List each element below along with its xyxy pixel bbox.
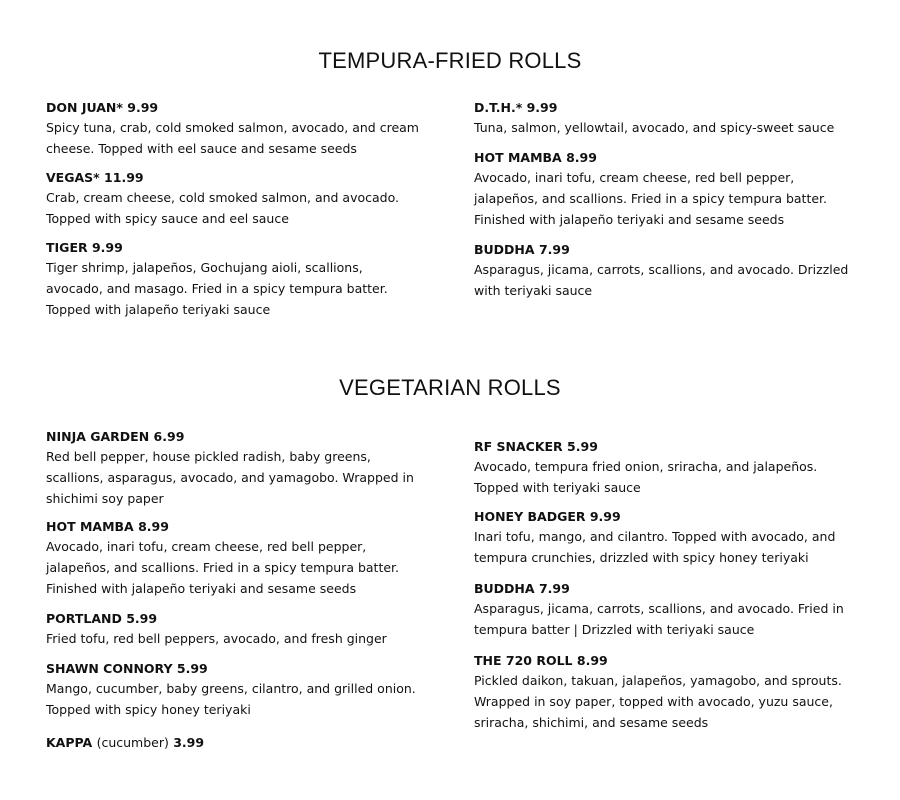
item-description-line: tempura batter | Drizzled with teriyaki sauce <box>474 621 755 637</box>
item-description-line: Spicy tuna, crab, cold smoked salmon, avocado, and cream <box>46 120 419 135</box>
item-description-line: Inari tofu, mango, and cilantro. Topped with avocado, and <box>474 529 836 544</box>
menu-item-header <box>46 238 388 258</box>
menu-item-tiger <box>46 238 388 320</box>
item-description-line: Topped with spicy honey teriyaki <box>46 701 251 717</box>
item-description-line: Topped with jalapeño teriyaki sauce <box>46 301 271 317</box>
item-name: RF SNACKER <box>474 439 563 454</box>
menu-item-header <box>46 168 399 188</box>
item-description-line: Finished with jalapeño teriyaki and sesame seeds <box>46 580 357 596</box>
menu-item-header <box>474 651 842 671</box>
menu-item-buddha <box>474 240 848 302</box>
item-description-line: Asparagus, jicama, carrots, scallions, and avocado. Fried in <box>474 601 844 616</box>
item-price: 8.99 <box>576 653 608 668</box>
item-description-line: jalapeños, and scallions. Fried in a spicy tempura batter. <box>46 559 400 575</box>
item-name: SHAWN CONNORY <box>46 661 173 676</box>
item-price: 9.99 <box>589 509 621 524</box>
item-name: PORTLAND <box>46 611 122 626</box>
item-name: BUDDHA <box>474 581 535 596</box>
section-title-tempura: TEMPURA-FRIED ROLLS <box>318 48 582 73</box>
item-description-line: scallions, asparagus, avocado, and yamagobo. Wrapped in <box>46 469 414 485</box>
menu-item-portland <box>46 609 387 650</box>
item-description-line: Finished with jalapeño teriyaki and sesame seeds <box>474 211 785 227</box>
item-description-line: Red bell pepper, house pickled radish, baby greens, <box>46 449 371 464</box>
item-description-line: Topped with teriyaki sauce <box>474 479 641 495</box>
item-price: 11.99 <box>104 170 144 185</box>
item-price: 9.99 <box>91 240 123 255</box>
menu-item-header <box>46 427 414 447</box>
menu-item-header <box>474 98 834 118</box>
item-description-line: Pickled daikon, takuan, jalapeños, yamagobo, and sprouts. <box>474 673 842 688</box>
item-price: 7.99 <box>538 242 570 257</box>
item-price: 8.99 <box>138 519 169 534</box>
item-description-line: Tuna, salmon, yellowtail, avocado, and spicy-sweet sauce <box>474 120 835 135</box>
menu-item-don-juan <box>46 98 419 160</box>
item-price: 8.99 <box>566 150 597 165</box>
item-description-line: cheese. Topped with eel sauce and sesame seeds <box>46 140 357 156</box>
item-description-line: tempura crunchies, drizzled with spicy honey teriyaki <box>474 549 809 565</box>
menu-item-d-t-h <box>474 98 834 139</box>
item-description-line: Crab, cream cheese, cold smoked salmon, and avocado. <box>46 190 400 205</box>
item-price: 9.99 <box>127 100 159 115</box>
item-description-line: sriracha, shichimi, and sesame seeds <box>474 714 709 730</box>
menu-item-shawn-connory <box>46 659 416 721</box>
menu-item-header <box>474 579 844 599</box>
item-description-line: Mango, cucumber, baby greens, cilantro, and grilled onion. <box>46 681 416 696</box>
item-name: HOT MAMBA <box>474 150 562 165</box>
item-price: 6.99 <box>153 429 185 444</box>
item-price: 5.99 <box>176 661 208 676</box>
menu-item-header <box>474 437 817 457</box>
menu-item-header <box>46 659 416 679</box>
item-description-line: Topped with spicy sauce and eel sauce <box>46 210 289 226</box>
menu-item-header <box>46 733 204 753</box>
section-title-vegetarian: VEGETARIAN ROLLS <box>339 375 561 400</box>
item-note: (cucumber) <box>96 735 169 750</box>
menu-item-the-720-roll <box>474 651 842 733</box>
item-description-line: Fried tofu, red bell peppers, avocado, and fresh ginger <box>46 631 387 646</box>
item-price: 3.99 <box>173 735 205 750</box>
menu-item-header <box>474 148 827 168</box>
item-description-line: shichimi soy paper <box>46 490 164 506</box>
item-price: 7.99 <box>538 581 570 596</box>
menu-item-honey-badger <box>474 507 835 569</box>
menu-item-ninja-garden <box>46 427 414 509</box>
item-description-line: Asparagus, jicama, carrots, scallions, and avocado. Drizzled <box>474 262 849 277</box>
item-name: VEGAS* <box>46 170 100 185</box>
item-price: 5.99 <box>567 439 598 454</box>
item-name: TIGER <box>46 240 88 255</box>
item-name: D.T.H.* <box>474 100 523 115</box>
item-description-line: Avocado, tempura fried onion, sriracha, and jalapeños. <box>474 459 818 474</box>
item-description-line: Tiger shrimp, jalapeños, Gochujang aioli, scallions, <box>46 260 363 275</box>
item-description-line: avocado, and masago. Fried in a spicy tempura batter. <box>46 280 388 296</box>
item-name: THE 720 ROLL <box>474 653 573 668</box>
menu-item-vegas <box>46 168 399 230</box>
menu-item-hot-mamba <box>474 148 827 230</box>
item-description-line: jalapeños, and scallions. Fried in a spicy tempura batter. <box>474 190 828 206</box>
menu-item-buddha <box>474 579 844 641</box>
item-description-line: Avocado, inari tofu, cream cheese, red bell pepper, <box>474 170 795 185</box>
menu-item-header <box>474 507 835 527</box>
menu-item-header <box>46 609 387 629</box>
item-price: 5.99 <box>126 611 158 626</box>
item-description-line: with teriyaki sauce <box>474 282 593 298</box>
menu-item-kappa <box>46 733 204 753</box>
menu-item-header <box>474 240 848 260</box>
menu-item-header <box>46 98 419 118</box>
menu-item-hot-mamba <box>46 517 399 599</box>
item-description-line: Wrapped in soy paper, topped with avocado, yuzu sauce, <box>474 693 833 709</box>
item-description-line: Avocado, inari tofu, cream cheese, red bell pepper, <box>46 539 367 554</box>
item-name: HONEY BADGER <box>474 509 586 524</box>
menu-item-rf-snacker <box>474 437 817 499</box>
item-name: HOT MAMBA <box>46 519 134 534</box>
item-name: BUDDHA <box>474 242 535 257</box>
item-name: NINJA GARDEN <box>46 429 150 444</box>
item-name: KAPPA <box>46 735 93 750</box>
item-name: DON JUAN* <box>46 100 123 115</box>
item-price: 9.99 <box>526 100 558 115</box>
menu-item-header <box>46 517 399 537</box>
